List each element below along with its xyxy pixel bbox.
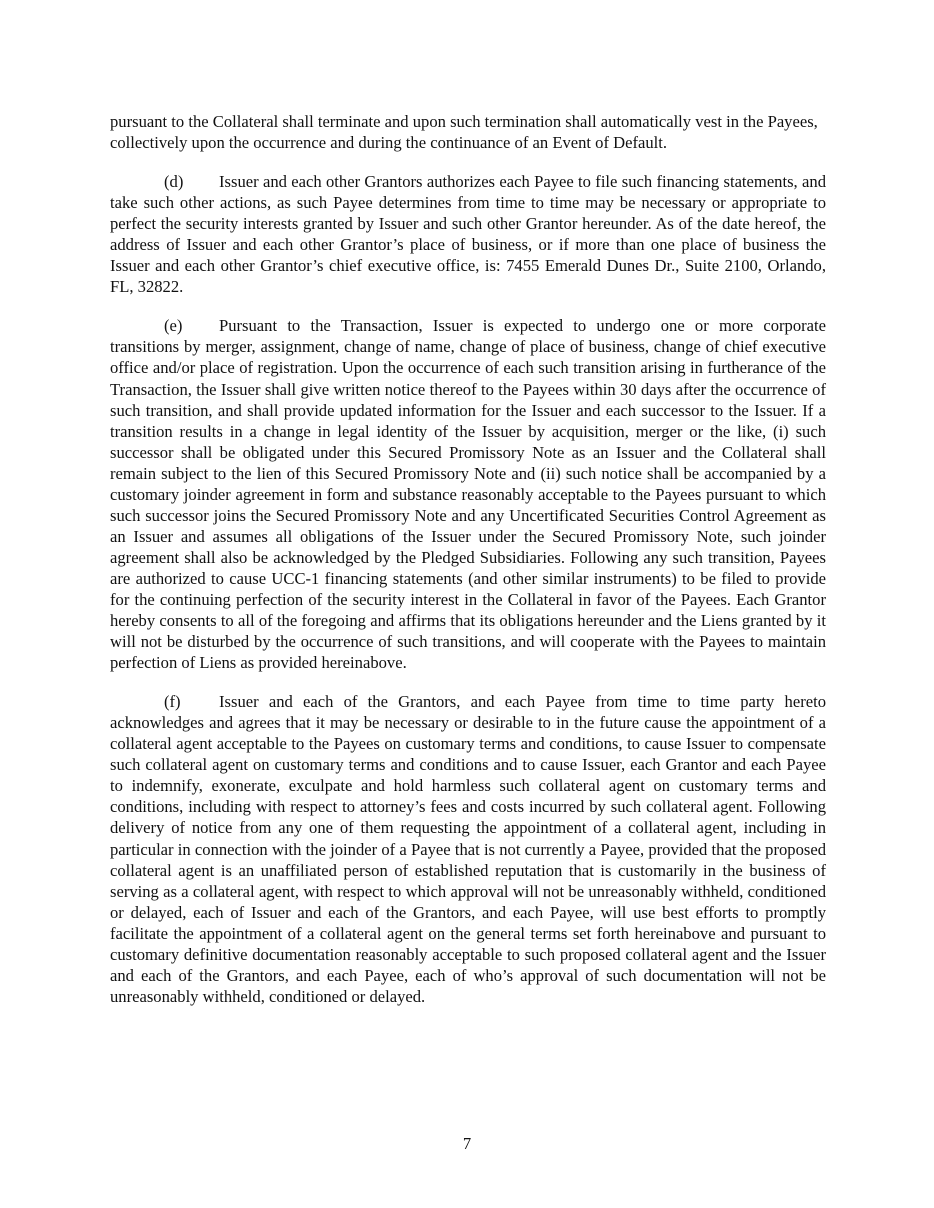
paragraph-label: (e) xyxy=(164,316,183,336)
page-number: 7 xyxy=(462,1134,472,1153)
paragraph-text: pursuant to the Collateral shall terminate and upon such termination shall automatically vest in the Payees, collectively upon the occurrence and during the continuance of an Event of Default. xyxy=(110,112,818,153)
paragraph-d xyxy=(110,171,826,297)
paragraph-text: Issuer and each other Grantors authorizes each Payee to file such financing statements, and take such other actions, as such Payee determines from time to time may be necessary or appropriate to perfect the security interests granted by Issuer and such other Grantor hereunder. As of the date hereof, the address of Issuer and each other Grantor’s place of business, or if more than one place of business the Issuer and each other Grantor’s chief executive office, is: 7455 Emerald Dunes Dr., Suite 2100, Orlando, FL, 32822. xyxy=(110,172,826,297)
paragraph-text: Issuer and each of the Grantors, and each Payee from time to time party hereto acknowledges and agrees that it may be necessary or desirable to in the future cause the appointment of a collateral agent acceptable to the Payees on customary terms and conditions, to cause Issuer to compensate such collateral agent on customary terms and conditions and to cause Issuer, each Grantor and each Payee to indemnify, exonerate, exculpate and hold harmless such collateral agent on customary terms and conditions, including with respect to attorney’s fees and costs incurred by such collateral agent. Following delivery of notice from any one of them requesting the appointment of a collateral agent, including in particular in connection with the joinder of a Payee that is not currently a Payee, provided that the proposed collateral agent is an unaffiliated person of established reputation that is customarily in the business of serving as a collateral agent, with respect to which approval will not be unreasonably withheld, conditioned or delayed, each of Issuer and each of the Grantors, and each Payee, will use best efforts to promptly facilitate the appointment of a collateral agent on the general terms set forth hereinabove and pursuant to customary definitive documentation reasonably acceptable to such proposed collateral agent and the Issuer and each of the Grantors, and each Payee, each of who’s approval of such documentation will not be unreasonably withheld, conditioned or delayed. xyxy=(110,692,826,1006)
paragraph-label: (f) xyxy=(164,692,181,712)
paragraph-e xyxy=(110,315,826,673)
document-body xyxy=(110,111,826,1025)
paragraph-f xyxy=(110,691,826,1007)
paragraph-text: Pursuant to the Transaction, Issuer is expected to undergo one or more corporate transitions by merger, assignment, change of name, change of place of business, change of chief executive office and/or place of registration. Upon the occurrence of each such transition arising in furtherance of the Transaction, the Issuer shall give written notice thereof to the Payees within 30 days after the occurrence of such transition, and shall provide updated information for the Issuer and each successor to the Issuer. If a transition results in a change in legal identity of the Issuer by acquisition, merger or the like, (i) such successor shall be obligated under this Secured Promissory Note as an Issuer and the Collateral shall remain subject to the lien of this Secured Promissory Note and (ii) such notice shall be accompanied by a customary joinder agreement in form and substance reasonably acceptable to the Payees pursuant to which such successor joins the Secured Promissory Note and any Uncertificated Securities Control Agreement as an Issuer and assumes all obligations of the Issuer under the Secured Promissory Note, such joinder agreement shall also be acknowledged by the Pledged Subsidiaries. Following any such transition, Payees are authorized to cause UCC-1 financing statements (and other similar instruments) to be filed to provide for the continuing perfection of the security interest in the Collateral in favor of the Payees. Each Grantor hereby consents to all of the foregoing and affirms that its obligations hereunder and the Liens granted by it will not be disturbed by the occurrence of such transitions, and will cooperate with the Payees to maintain perfection of Liens as provided hereinabove. xyxy=(110,316,826,673)
paragraph-continuation xyxy=(110,111,826,153)
paragraph-label: (d) xyxy=(164,172,184,192)
